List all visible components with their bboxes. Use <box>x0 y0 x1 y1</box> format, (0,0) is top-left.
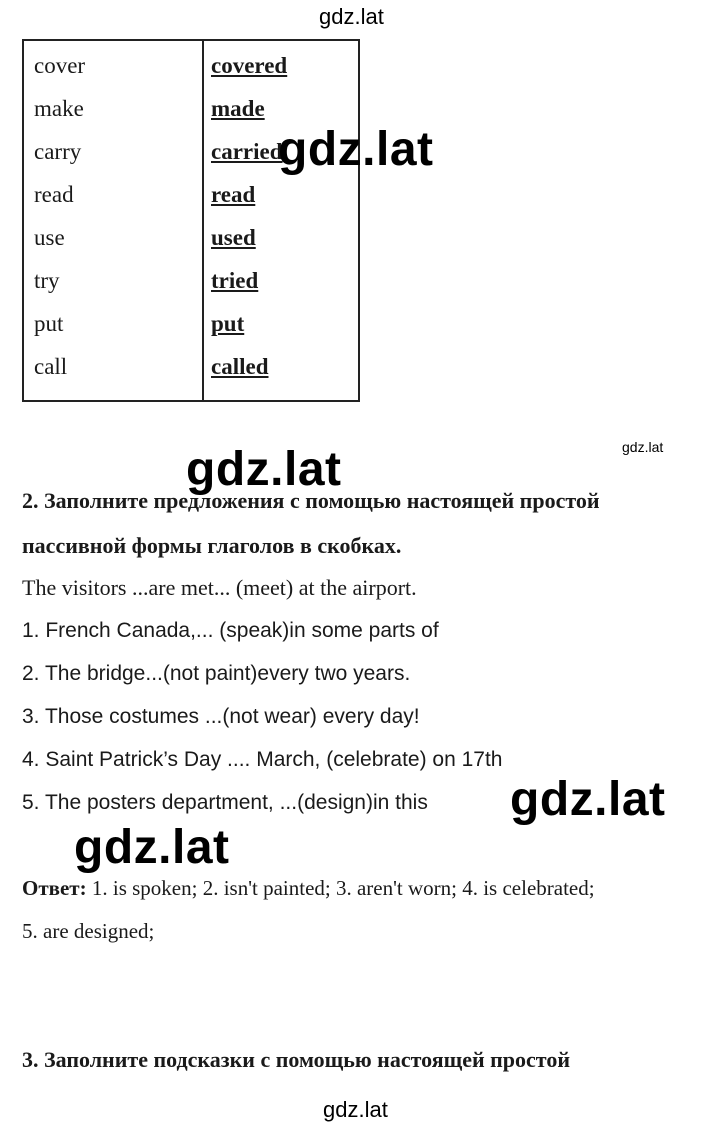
base-form-cell: make <box>34 96 84 121</box>
base-form-cell: call <box>34 354 68 379</box>
base-form-cell: cover <box>34 53 86 78</box>
answer-label: Ответ: <box>22 876 87 900</box>
past-form-cell: covered <box>211 53 288 78</box>
past-form-cell: used <box>211 225 256 250</box>
past-form-cell: tried <box>211 268 259 293</box>
verb-forms-table <box>22 39 360 402</box>
watermark-middle-right: gdz.lat <box>510 773 666 826</box>
answer-text: 1. is spoken; 2. isn't painted; 3. aren't worn; 4. is celebrated; <box>86 876 595 900</box>
base-form-cell: try <box>34 268 60 293</box>
base-form-cell: put <box>34 311 64 336</box>
task2-heading-line2: пассивной формы глаголов в скобках. <box>22 533 402 558</box>
base-form-column <box>23 40 203 401</box>
task3-heading: 3. Заполните подсказки с помощью настоящей простой <box>22 1047 571 1072</box>
task2-example: The visitors ...are met... (meet) at the airport. <box>22 575 417 600</box>
base-form-cell: use <box>34 225 65 250</box>
watermark-middle-left: gdz.lat <box>74 821 230 874</box>
past-form-cell: read <box>211 182 256 207</box>
task2-answer-line2: 5. are designed; <box>22 919 155 943</box>
past-form-cell: made <box>211 96 265 121</box>
task2-item-1: 1. French Canada,... (speak)in some parts of <box>22 619 439 642</box>
past-form-column <box>203 40 359 401</box>
task2-heading-line1: 2. Заполните предложения с помощью настоящей простой <box>22 488 600 513</box>
watermark-top: gdz.lat <box>319 4 384 29</box>
task2-item-5: 5. The posters department, ...(design)in this <box>22 791 428 814</box>
base-form-cell: read <box>34 182 74 207</box>
base-form-cell: carry <box>34 139 82 164</box>
watermark-table: gdz.lat <box>278 123 434 176</box>
watermark-bottom: gdz.lat <box>323 1097 388 1122</box>
watermark-right-small: gdz.lat <box>622 439 664 455</box>
past-form-cell: put <box>211 311 245 336</box>
task2-answer-line1 <box>22 876 595 901</box>
task2-item-2: 2. The bridge...(not paint)every two years. <box>22 662 411 685</box>
task2-item-3: 3. Those costumes ...(not wear) every day! <box>22 705 420 728</box>
past-form-cell: called <box>211 354 269 379</box>
watermark-task2: gdz.lat <box>186 443 342 496</box>
task2-item-4: 4. Saint Patrick’s Day .... March, (celebrate) on 17th <box>22 748 503 771</box>
past-form-cell: carried <box>211 139 283 164</box>
